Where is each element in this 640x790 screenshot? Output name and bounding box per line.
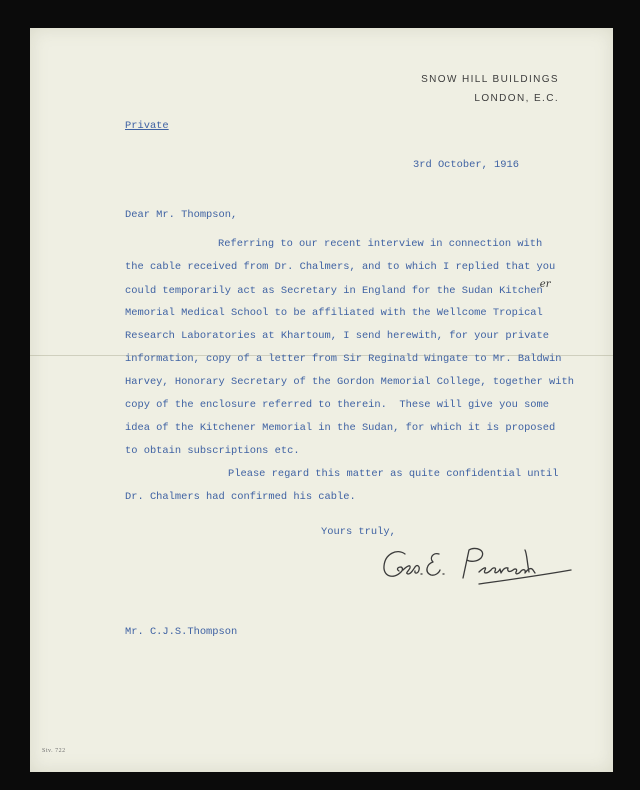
letter-body (125, 233, 595, 509)
signature (377, 540, 577, 593)
letter-date: 3rd October, 1916 (413, 159, 520, 171)
body-line: Please regard this matter as quite confidential until (228, 468, 559, 480)
body-line: Research Laboratories at Khartoum, I send herewith, for your private (125, 330, 550, 342)
body-line: Referring to our recent interview in connection with (218, 238, 543, 250)
letterhead-line-2: LONDON, E.C. (474, 93, 559, 104)
letter-page (30, 28, 613, 772)
letterhead-line-1: SNOW HILL BUILDINGS (421, 74, 559, 85)
body-line-text: could temporarily act as Secretary in England for the Sudan Kitchen (125, 285, 543, 297)
addressee: Mr. C.J.S.Thompson (125, 626, 238, 638)
body-line: Dr. Chalmers had confirmed his cable. (125, 491, 356, 503)
letterhead (421, 70, 559, 108)
body-line: to obtain subscriptions etc. (125, 445, 300, 457)
body-line: Memorial Medical School to be affiliated with the Wellcome Tropical (125, 307, 543, 319)
body-line: the cable received from Dr. Chalmers, and to which I replied that you (125, 261, 556, 273)
body-line (125, 279, 595, 302)
body-line: idea of the Kitchener Memorial in the Sudan, for which it is proposed (125, 422, 556, 434)
closing: Yours truly, (321, 526, 396, 538)
signature-drawing (377, 540, 577, 588)
body-line: Harvey, Honorary Secretary of the Gordon Memorial College, together with (125, 376, 574, 388)
footer-code: Stv. 722 (42, 748, 66, 754)
handwritten-correction: er (539, 279, 551, 290)
body-line: information, copy of a letter from Sir Reginald Wingate to Mr. Baldwin (125, 353, 562, 365)
private-marking: Private (125, 120, 169, 132)
body-line: copy of the enclosure referred to therein. These will give you some (125, 399, 550, 411)
salutation: Dear Mr. Thompson, (125, 209, 238, 221)
